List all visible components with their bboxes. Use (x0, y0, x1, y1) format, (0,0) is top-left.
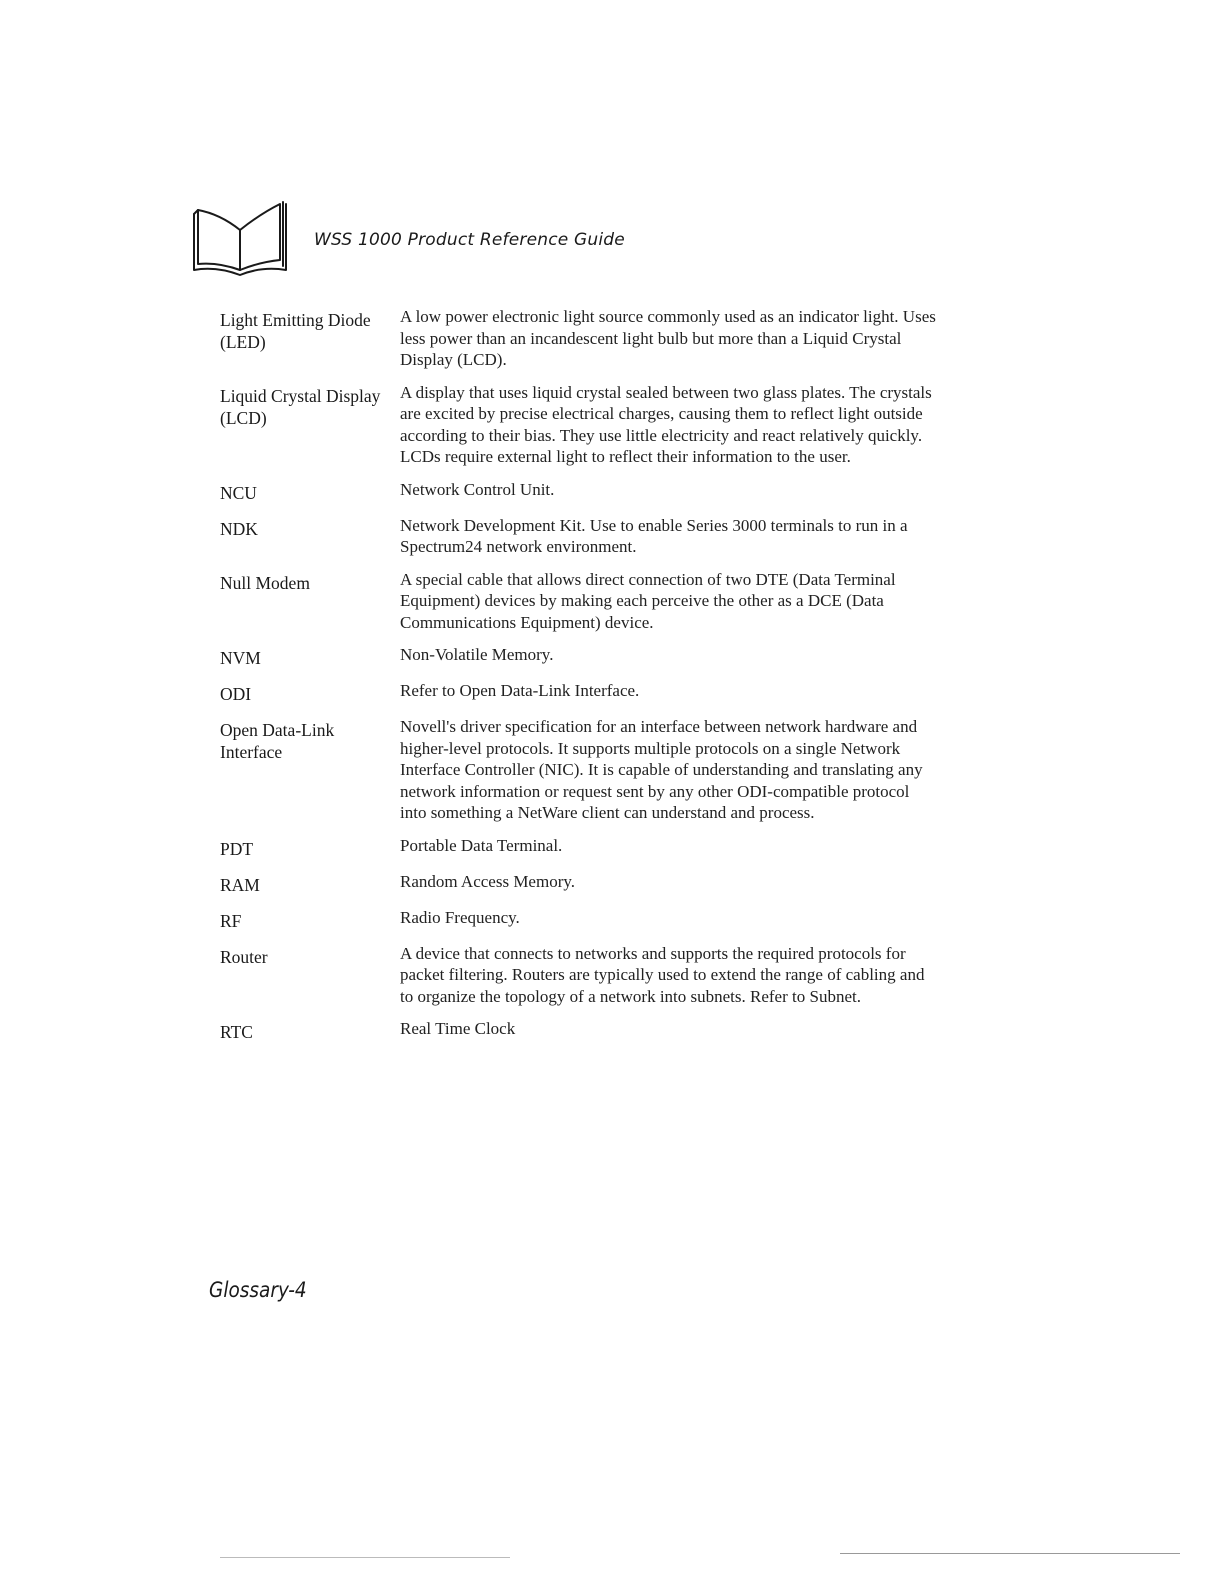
glossary-term: ODI (220, 684, 252, 704)
scan-artifact-line (220, 1557, 510, 1558)
glossary-definition: Network Control Unit. (400, 479, 555, 499)
glossary-term: Liquid Crystal Display (LCD) (220, 385, 381, 428)
glossary-entry-ndk (220, 515, 940, 558)
glossary-term: NVM (220, 648, 261, 668)
glossary-definition: Real Time Clock (400, 1019, 516, 1038)
glossary-entry-odi (220, 680, 940, 705)
glossary-definition: Novell's driver specification for an interface between network hardware and higher-level protocols. It supports multiple protocols on a single Network Interface Controller (NIC). It is capable of understanding and translating any network information or request sent by any other ODI-compatible protocol into something a NetWare client can understand and process. (400, 717, 923, 822)
page-number: Glossary-4 (209, 1278, 307, 1302)
glossary-term: RTC (220, 1022, 253, 1042)
glossary-entry-null-modem (220, 569, 940, 634)
glossary-term: NDK (220, 518, 258, 539)
scan-artifact-line (840, 1553, 1180, 1554)
glossary-list (220, 306, 940, 1054)
glossary-entry-pdt (220, 835, 940, 860)
glossary-definition: A device that connects to networks and supports the required protocols for packet filtering. Routers are typically used to extend the range of cabling and to organize the topology of a network into subnets. Refer to Subnet. (400, 943, 925, 1006)
glossary-term: Null Modem (220, 572, 310, 593)
glossary-definition: Portable Data Terminal. (400, 835, 563, 855)
glossary-entry-rf (220, 907, 940, 932)
glossary-entry-router (220, 943, 940, 1008)
page-header (190, 200, 790, 280)
glossary-term: PDT (220, 838, 254, 859)
glossary-entry-nvm (220, 644, 940, 669)
glossary-definition: A low power electronic light source commonly used as an indicator light. Uses less power than an incandescent light bulb but more than a Liquid Crystal Display (LCD). (400, 307, 936, 369)
glossary-term: NCU (220, 482, 257, 503)
glossary-term: Light Emitting Diode (LED) (220, 310, 371, 352)
glossary-definition: Network Development Kit. Use to enable Series 3000 terminals to run in a Spectrum24 network environment. (400, 515, 908, 556)
glossary-term: Router (220, 946, 268, 967)
header-title: WSS 1000 Product Reference Guide (314, 230, 625, 250)
glossary-definition: A display that uses liquid crystal sealed between two glass plates. The crystals are excited by precise electrical charges, causing them to reflect light outside according to their bias. They use little electricity and react relatively quickly. LCDs require external light to reflect their information to the user. (400, 382, 932, 466)
glossary-definition: A special cable that allows direct connection of two DTE (Data Terminal Equipment) devices by making each perceive the other as a DCE (Data Communications Equipment) device. (400, 569, 896, 632)
glossary-term: Open Data-Link Interface (220, 720, 335, 762)
glossary-term: RAM (220, 874, 260, 895)
glossary-entry-lcd (220, 382, 940, 468)
glossary-entry-ncu (220, 479, 940, 504)
book-icon (190, 200, 290, 278)
glossary-definition: Non-Volatile Memory. (400, 645, 554, 664)
glossary-entry-led (220, 306, 940, 371)
glossary-definition: Random Access Memory. (400, 871, 576, 891)
glossary-term: RF (220, 910, 242, 931)
glossary-entry-ram (220, 871, 940, 896)
glossary-entry-open-data-link-interface (220, 716, 940, 824)
glossary-entry-rtc (220, 1018, 940, 1043)
glossary-definition: Refer to Open Data-Link Interface. (400, 681, 640, 700)
glossary-definition: Radio Frequency. (400, 907, 520, 927)
